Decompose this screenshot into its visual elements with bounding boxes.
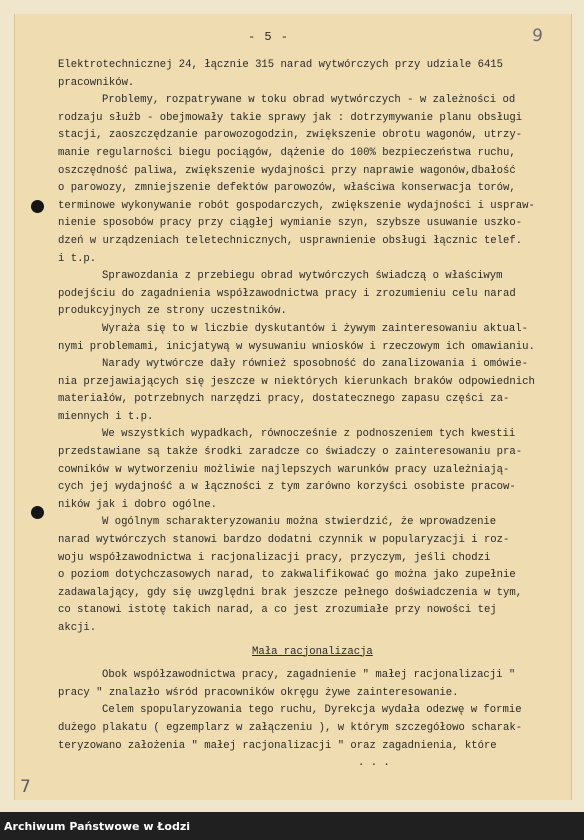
text-line: woju współzawodnictwa i racjonalizacji pracy, przyczym, jeśli chodzi <box>58 551 491 564</box>
text-line: materiałów, potrzebnych narzędzi pracy, dostatecznego zapasu części za- <box>58 393 510 406</box>
text-line: zadawalający, gdy się uwzględni brak jeszcze pełnego doświadczenia w tym, <box>58 586 523 599</box>
text-line: Sprawozdania z przebiegu obrad wytwórczych świadczą o właściwym <box>102 270 503 283</box>
text-line: produkcyjnych ze strony uczestników. <box>58 305 287 318</box>
text-line: podejściu do zagadnienia współzawodnictwa pracy i zrozumieniu celu narad <box>58 287 516 300</box>
margin-mark: 7 <box>20 777 31 797</box>
punch-hole-icon <box>31 200 44 213</box>
text-line: akcji. <box>58 622 97 634</box>
archive-footer <box>0 812 584 840</box>
text-line: We wszystkich wypadkach, równocześnie z podnoszeniem tych kwestii <box>102 428 516 441</box>
text-line: Wyraża się to w liczbie dyskutantów i żywym zainteresowaniu aktual- <box>102 322 528 335</box>
text-line: nia przejawiających się jeszcze w niektórych kierunkach braków odpowiednich <box>58 375 535 388</box>
text-line: dzeń w urządzeniach teletechnicznych, usprawnienie obsługi łącznic telef. <box>58 234 523 247</box>
text-line: W ogólnym scharakteryzowaniu można stwierdzić, że wprowadzenie <box>102 516 497 529</box>
text-line: Elektrotechnicznej 24, łącznie 315 narad wytwórczych przy udziale 6415 <box>58 59 504 71</box>
text-line: cowników w wytworzeniu możliwie najlepszych warunków pracy uzależniają- <box>58 463 510 476</box>
text-line: i t.p. <box>58 252 97 265</box>
archive-page-number: 9 <box>531 25 544 47</box>
text-line: stacji, zaoszczędzanie parowozogodzin, zwiększenie obrotu wagonów, utrzy- <box>58 129 523 142</box>
page-number: - 5 - <box>248 30 290 44</box>
text-line: pracy " znalazło wśród pracowników okręgu żywe zainteresowanie. <box>58 686 459 699</box>
text-line: dużego plakatu ( egzemplarz w załączeniu ), w którym szczegółowo scharak- <box>58 721 523 734</box>
text-line: przedstawiane są także środki zaradcze co świadczy o zainteresowaniu pra- <box>58 446 523 459</box>
document-body <box>58 57 568 773</box>
text-line: Narady wytwórcze dały również sposobność do zanalizowania i omówie- <box>102 358 528 371</box>
text-line: o poziom dotychczasowych narad, to zakwalifikować go można jako zupełnie <box>58 569 516 582</box>
text-line: o parowozy, zmniejszenie defektów parowozów, właściwa konserwacja torów, <box>58 182 516 195</box>
text-line: cych jej wydajność a w łączności z tym zarówno korzyści osobiste pracow- <box>58 481 516 494</box>
text-line: Celem spopularyzowania tego ruchu, Dyrekcja wydała odezwę w formie <box>102 704 522 717</box>
text-line: nymi problemami, inicjatywą w wysuwaniu wniosków i rzeczowym ich omawianiu. <box>58 340 535 353</box>
text-line: co stanowi istotę takich narad, a co jest zrozumiałe przy nowości tej <box>58 604 497 617</box>
punch-hole-icon <box>31 506 44 519</box>
text-line: Obok współzawodnictwa pracy, zagadnienie " małej racjonalizacji " <box>102 669 516 682</box>
text-line: narad wytwórczych stanowi bardzo dodatni czynnik w popularyzacji i roz- <box>58 534 510 547</box>
text-line: rodzaju służb - obejmowały takie sprawy jak : dotrzymywanie planu obsługi <box>58 111 523 124</box>
text-line: oszczędność paliwa, zwiększenie wydajności przy naprawie wagonów,dbałość <box>58 164 516 177</box>
continuation-dots: . . . <box>358 757 390 770</box>
text-line: miennych i t.p. <box>58 410 154 423</box>
text-line: terminowe wykonywanie robót gospodarczych, zwiększenie wydajności i uspraw- <box>58 199 535 212</box>
archive-name: Archiwum Państwowe w Łodzi <box>4 820 191 833</box>
text-line: pracowników. <box>58 76 135 89</box>
text-line: teryzowano założenia " małej racjonalizacji " oraz zagadnienia, które <box>58 739 497 752</box>
text-line: Problemy, rozpatrywane w toku obrad wytwórczych - w zależności od <box>102 94 516 107</box>
text-line: manie regularności biegu pociągów, dążenie do 100% bezpieczeństwa ruchu, <box>58 146 516 159</box>
text-line: nienie sposobów pracy przy ciągłej wymianie szyn, szybsze usuwanie uszko- <box>58 217 523 230</box>
section-heading: Mała racjonalizacja <box>252 645 373 658</box>
text-line: ników jak i dobro ogólne. <box>58 498 217 511</box>
